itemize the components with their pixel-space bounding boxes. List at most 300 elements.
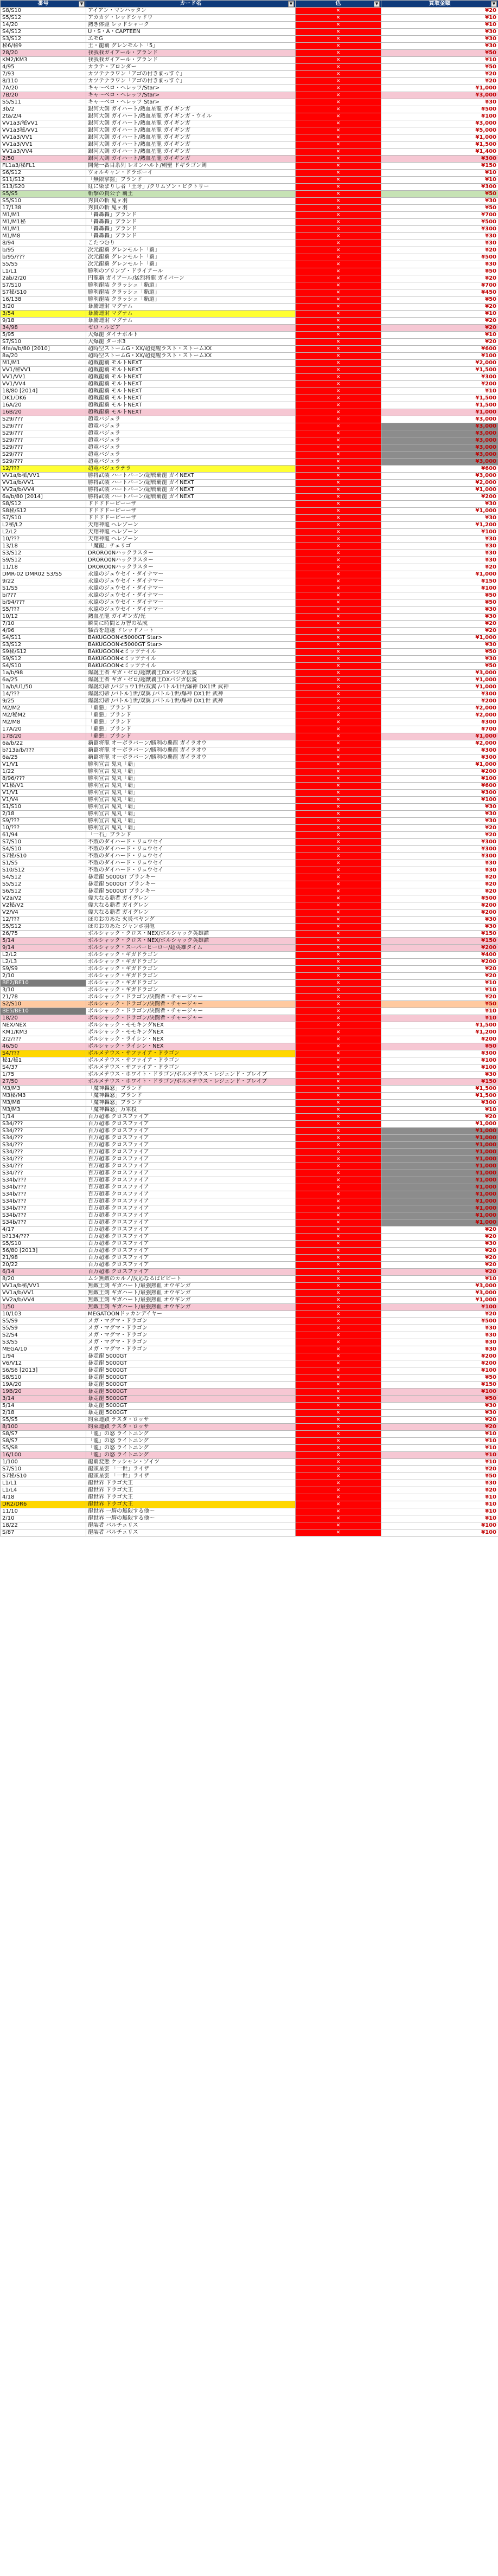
card-number-cell[interactable]: V1/V1 <box>1 761 86 769</box>
color-cell[interactable]: ✕ <box>296 564 381 571</box>
price-cell[interactable]: ¥300 <box>381 790 498 797</box>
card-name-cell[interactable]: 紅に染まりし者「王牙」/クリムゾン・ビクトリー <box>86 184 296 191</box>
color-cell[interactable]: ✕ <box>296 402 381 409</box>
price-cell[interactable]: ¥2,000 <box>381 360 498 367</box>
card-number-cell[interactable]: VV1a/b秘/VV1 <box>1 473 86 480</box>
color-cell[interactable]: ✕ <box>296 1325 381 1332</box>
color-cell[interactable]: ✕ <box>296 1438 381 1445</box>
price-cell[interactable]: ¥30 <box>381 804 498 811</box>
card-name-cell[interactable]: ドドドドーピーーザ <box>86 515 296 522</box>
price-cell[interactable]: ¥10 <box>381 1445 498 1452</box>
card-number-cell[interactable]: M1/M1 <box>1 360 86 367</box>
price-cell[interactable]: ¥1,000 <box>381 684 498 691</box>
card-name-cell[interactable]: 「覇悪」ブランド <box>86 705 296 712</box>
card-name-cell[interactable]: 爆誕幻帝 /バトル1世/双翼 /バトル1世/爆神 DX1世 武神 <box>86 698 296 705</box>
card-number-cell[interactable]: S1/S10 <box>1 804 86 811</box>
price-cell[interactable]: ¥3,000 <box>381 437 498 444</box>
price-cell[interactable]: ¥150 <box>381 578 498 585</box>
card-number-cell[interactable]: VV2a/b/VV4 <box>1 1297 86 1304</box>
card-name-cell[interactable]: 斬撃の貴公子 覇王 <box>86 191 296 198</box>
color-cell[interactable]: ✕ <box>296 811 381 818</box>
color-cell[interactable]: ✕ <box>296 1198 381 1205</box>
card-number-cell[interactable]: BE5/BE10 <box>1 1008 86 1015</box>
card-number-cell[interactable]: VV1a3/VV1 <box>1 141 86 149</box>
card-name-cell[interactable]: ボルメテウス・サファイア・ドラゴン <box>86 1057 296 1064</box>
card-name-cell[interactable]: 超竜バジュラ <box>86 423 296 430</box>
card-number-cell[interactable]: 8/110 <box>1 78 86 85</box>
card-name-cell[interactable]: 次元龍覇 グレンモルト「覇」 <box>86 261 296 268</box>
card-name-cell[interactable]: ボルメテウス・サファイア・ドラゴン <box>86 1050 296 1057</box>
color-cell[interactable]: ✕ <box>296 22 381 29</box>
card-number-cell[interactable]: S34b/??? <box>1 1205 86 1212</box>
color-cell[interactable]: ✕ <box>296 1107 381 1114</box>
card-number-cell[interactable]: M2/秘M2 <box>1 712 86 719</box>
price-cell[interactable]: ¥10 <box>381 1501 498 1508</box>
price-cell[interactable]: ¥150 <box>381 931 498 938</box>
card-name-cell[interactable]: 暴走龍 5000GT <box>86 1396 296 1403</box>
card-name-cell[interactable]: ボルシャック・ドラゴン/決闘者・チャージャー <box>86 1015 296 1022</box>
card-number-cell[interactable]: 28/20 <box>1 50 86 57</box>
card-number-cell[interactable]: 19A/20 <box>1 1381 86 1389</box>
price-cell[interactable]: ¥1,000 <box>381 1191 498 1198</box>
card-name-cell[interactable]: 暴走龍 5000GT ブランキー <box>86 881 296 888</box>
card-name-cell[interactable]: 勝利龍装 クラッシュ「覇道」 <box>86 289 296 296</box>
card-name-cell[interactable]: 百万超邪 クロスファイア <box>86 1184 296 1191</box>
card-number-cell[interactable]: V1/V4 <box>1 797 86 804</box>
color-cell[interactable]: ✕ <box>296 50 381 57</box>
card-number-cell[interactable]: 56/80 [2013] <box>1 1248 86 1255</box>
price-cell[interactable]: ¥30 <box>381 29 498 36</box>
card-name-cell[interactable]: 勝利宣言 鬼丸「覇」 <box>86 825 296 832</box>
color-cell[interactable]: ✕ <box>296 747 381 754</box>
color-cell[interactable]: ✕ <box>296 578 381 585</box>
card-number-cell[interactable]: 5/14 <box>1 938 86 945</box>
color-cell[interactable]: ✕ <box>296 1142 381 1149</box>
card-number-cell[interactable]: S6/S12 <box>1 170 86 177</box>
card-name-cell[interactable]: 爆誕王者 ギガ・ゼロ/超獣覇王DXバジガ伝説 <box>86 677 296 684</box>
color-cell[interactable]: ✕ <box>296 1086 381 1093</box>
price-cell[interactable]: ¥10 <box>381 388 498 395</box>
color-cell[interactable]: ✕ <box>296 78 381 85</box>
card-name-cell[interactable]: メガ・マグマ・ドラゴン <box>86 1339 296 1346</box>
price-cell[interactable]: ¥3,000 <box>381 430 498 437</box>
color-cell[interactable]: ✕ <box>296 120 381 127</box>
color-cell[interactable]: ✕ <box>296 1396 381 1403</box>
card-number-cell[interactable]: S4/S12 <box>1 874 86 881</box>
card-name-cell[interactable]: 勝利宣言 鬼丸「覇」 <box>86 811 296 818</box>
card-name-cell[interactable]: 超竜バジュラ <box>86 430 296 437</box>
price-cell[interactable]: ¥1,000 <box>381 761 498 769</box>
color-cell[interactable]: ✕ <box>296 924 381 931</box>
price-cell[interactable]: ¥20 <box>381 1255 498 1262</box>
color-cell[interactable]: ✕ <box>296 106 381 113</box>
price-cell[interactable]: ¥30 <box>381 198 498 205</box>
price-cell[interactable]: ¥1,000 <box>381 1142 498 1149</box>
price-cell[interactable]: ¥1,000 <box>381 1121 498 1128</box>
card-name-cell[interactable]: ボルシャック・ドラゴン/決闘者・チャージャー <box>86 1008 296 1015</box>
card-name-cell[interactable]: 覇闘将龍 オーボラバーン/勝利の覇龍 ガイラオウ <box>86 754 296 761</box>
price-cell[interactable]: ¥1,000 <box>381 1198 498 1205</box>
color-cell[interactable]: ✕ <box>296 57 381 64</box>
price-cell[interactable]: ¥50 <box>381 205 498 212</box>
card-name-cell[interactable]: 覇闘将龍 オーボラバーン/勝利の覇龍 ガイラオウ <box>86 747 296 754</box>
card-number-cell[interactable]: VV1/VV4 <box>1 381 86 388</box>
price-cell[interactable]: ¥10 <box>381 1515 498 1522</box>
card-name-cell[interactable]: 「龍」の怒 ライトニング <box>86 1431 296 1438</box>
card-number-cell[interactable]: S29/??? <box>1 459 86 466</box>
card-number-cell[interactable]: V2a/V2 <box>1 895 86 902</box>
color-cell[interactable]: ✕ <box>296 430 381 437</box>
color-cell[interactable]: ✕ <box>296 85 381 92</box>
card-number-cell[interactable]: 16B/20 <box>1 409 86 416</box>
price-cell[interactable]: ¥200 <box>381 698 498 705</box>
color-cell[interactable]: ✕ <box>296 994 381 1001</box>
price-cell[interactable]: ¥30 <box>381 642 498 649</box>
card-name-cell[interactable]: 「魔龍」チェリゴ <box>86 543 296 550</box>
card-number-cell[interactable]: S9/S12 <box>1 656 86 663</box>
color-cell[interactable]: ✕ <box>296 1417 381 1424</box>
card-name-cell[interactable]: ボルシャック・ギガドラゴン <box>86 952 296 959</box>
color-cell[interactable]: ✕ <box>296 1036 381 1043</box>
card-number-cell[interactable]: 10/??? <box>1 536 86 543</box>
color-cell[interactable]: ✕ <box>296 1205 381 1212</box>
price-cell[interactable]: ¥30 <box>381 99 498 106</box>
card-name-cell[interactable]: 王・龍覇 グレンモルト「5」 <box>86 43 296 50</box>
card-name-cell[interactable]: 銀河大剣 ガイハート/熱血星龍 ガイギンガ <box>86 149 296 156</box>
card-name-cell[interactable]: ボルメテウス・サファイア・ドラゴン <box>86 1064 296 1071</box>
card-name-cell[interactable]: 無敵王剣 ギガハート/最強熱血 オウギンガ <box>86 1290 296 1297</box>
card-name-cell[interactable]: 超戦龍覇 モルトNEXT <box>86 360 296 367</box>
color-cell[interactable]: ✕ <box>296 783 381 790</box>
card-name-cell[interactable]: 「轟轟轟」ブランド <box>86 219 296 226</box>
color-cell[interactable]: ✕ <box>296 945 381 952</box>
card-name-cell[interactable]: 「魔神轟怒」ブランド <box>86 1093 296 1100</box>
card-number-cell[interactable]: S34b/??? <box>1 1219 86 1226</box>
card-number-cell[interactable]: 18/80 [2014] <box>1 388 86 395</box>
card-name-cell[interactable]: BAKUGOON≮ミッツナイル <box>86 663 296 670</box>
card-name-cell[interactable]: 超戦龍覇 モルトNEXT <box>86 381 296 388</box>
card-name-cell[interactable]: 暴走龍 5000GT <box>86 1410 296 1417</box>
price-cell[interactable]: ¥100 <box>381 1389 498 1396</box>
color-cell[interactable]: ✕ <box>296 1480 381 1487</box>
card-name-cell[interactable]: 百万超邪 クロスファイア <box>86 1135 296 1142</box>
card-number-cell[interactable]: 17B/20 <box>1 733 86 740</box>
card-name-cell[interactable]: 超戦龍覇 モルトNEXT <box>86 395 296 402</box>
price-cell[interactable]: ¥1,000 <box>381 508 498 515</box>
card-number-cell[interactable]: 20/22 <box>1 1262 86 1269</box>
price-cell[interactable]: ¥30 <box>381 240 498 247</box>
color-cell[interactable]: ✕ <box>296 825 381 832</box>
card-name-cell[interactable]: 覇闘将龍 オーボラバーン/勝利の覇龍 ガイラオウ <box>86 740 296 747</box>
color-cell[interactable]: ✕ <box>296 64 381 71</box>
color-cell[interactable]: ✕ <box>296 804 381 811</box>
card-number-cell[interactable]: 3/10 <box>1 987 86 994</box>
color-cell[interactable]: ✕ <box>296 353 381 360</box>
card-number-cell[interactable]: 4/95 <box>1 64 86 71</box>
color-cell[interactable]: ✕ <box>296 684 381 691</box>
color-cell[interactable]: ✕ <box>296 902 381 909</box>
color-cell[interactable]: ✕ <box>296 177 381 184</box>
card-number-cell[interactable]: S1/S5 <box>1 585 86 592</box>
card-name-cell[interactable]: 「龍」の怒 ライトニング <box>86 1438 296 1445</box>
card-name-cell[interactable]: 偉大なる覇者 ガイグレン <box>86 902 296 909</box>
card-number-cell[interactable]: S7/S10 <box>1 1466 86 1473</box>
price-cell[interactable]: ¥30 <box>381 1339 498 1346</box>
color-cell[interactable]: ✕ <box>296 1001 381 1008</box>
card-name-cell[interactable]: 超竜バジュラ <box>86 437 296 444</box>
card-number-cell[interactable]: S4/37 <box>1 1064 86 1071</box>
color-cell[interactable]: ✕ <box>296 1149 381 1156</box>
card-number-cell[interactable]: DMR-02 DMR02 S3/S5 <box>1 571 86 578</box>
price-cell[interactable]: ¥1,000 <box>381 1297 498 1304</box>
price-cell[interactable]: ¥10 <box>381 177 498 184</box>
color-cell[interactable]: ✕ <box>296 219 381 226</box>
color-cell[interactable]: ✕ <box>296 599 381 606</box>
card-name-cell[interactable]: 龍覇変態 ケッシャン・ゾイツ <box>86 1459 296 1466</box>
card-number-cell[interactable]: S34b/??? <box>1 1191 86 1198</box>
card-name-cell[interactable]: 超竜バジュラテラ <box>86 466 296 473</box>
color-cell[interactable]: ✕ <box>296 1219 381 1226</box>
price-cell[interactable]: ¥200 <box>381 959 498 966</box>
color-cell[interactable]: ✕ <box>296 1093 381 1100</box>
color-cell[interactable]: ✕ <box>296 99 381 106</box>
header-color[interactable] <box>296 1 381 8</box>
price-cell[interactable]: ¥300 <box>381 747 498 754</box>
price-cell[interactable]: ¥300 <box>381 184 498 191</box>
card-number-cell[interactable]: L1/L1 <box>1 268 86 275</box>
price-cell[interactable]: ¥50 <box>381 50 498 57</box>
color-cell[interactable]: ✕ <box>296 191 381 198</box>
color-cell[interactable]: ✕ <box>296 43 381 50</box>
color-cell[interactable]: ✕ <box>296 888 381 895</box>
price-cell[interactable]: ¥300 <box>381 691 498 698</box>
card-name-cell[interactable]: 超戦龍覇 モルトNEXT <box>86 388 296 395</box>
color-cell[interactable]: ✕ <box>296 388 381 395</box>
card-number-cell[interactable]: V1秘/V1 <box>1 783 86 790</box>
color-cell[interactable]: ✕ <box>296 515 381 522</box>
card-name-cell[interactable]: ボルシャック・クロス・NEX/ボルシャック英雄譚 <box>86 938 296 945</box>
color-cell[interactable]: ✕ <box>296 761 381 769</box>
price-cell[interactable]: ¥300 <box>381 719 498 726</box>
price-cell[interactable]: ¥100 <box>381 1367 498 1374</box>
card-name-cell[interactable]: 龍世界 ドラゴ大王 <box>86 1494 296 1501</box>
card-name-cell[interactable]: 百万超邪 クロスファイア <box>86 1262 296 1269</box>
price-cell[interactable]: ¥20 <box>381 1269 498 1276</box>
color-cell[interactable]: ✕ <box>296 846 381 853</box>
card-name-cell[interactable]: DRORO0Nハックラスター <box>86 564 296 571</box>
color-cell[interactable]: ✕ <box>296 1156 381 1163</box>
color-cell[interactable]: ✕ <box>296 1431 381 1438</box>
card-number-cell[interactable]: S4/S11 <box>1 635 86 642</box>
card-name-cell[interactable]: 騒音を超越 ドレッドノート <box>86 628 296 635</box>
color-cell[interactable]: ✕ <box>296 261 381 268</box>
card-number-cell[interactable]: M3/M3 <box>1 1086 86 1093</box>
price-cell[interactable]: ¥20 <box>381 973 498 980</box>
card-number-cell[interactable]: S4/??? <box>1 1050 86 1057</box>
card-name-cell[interactable]: 永遠のジュウセイ・ダイナマー <box>86 571 296 578</box>
card-name-cell[interactable]: ほのおのあた 火炎ペヤング <box>86 916 296 924</box>
card-number-cell[interactable]: S34b/??? <box>1 1212 86 1219</box>
card-number-cell[interactable]: S6/S12 <box>1 888 86 895</box>
card-number-cell[interactable]: VV1/VV1 <box>1 374 86 381</box>
card-name-cell[interactable]: ボルシャック・ドラゴン/決闘者・チャージャー <box>86 994 296 1001</box>
price-cell[interactable]: ¥600 <box>381 783 498 790</box>
card-number-cell[interactable]: BE2/BE10 <box>1 980 86 987</box>
color-cell[interactable]: ✕ <box>296 1318 381 1325</box>
color-cell[interactable]: ✕ <box>296 959 381 966</box>
color-cell[interactable]: ✕ <box>296 1473 381 1480</box>
price-cell[interactable]: ¥20 <box>381 247 498 254</box>
card-name-cell[interactable]: 「魔神轟怒」ブランド <box>86 1086 296 1093</box>
price-cell[interactable]: ¥10 <box>381 987 498 994</box>
price-cell[interactable]: ¥20 <box>381 275 498 282</box>
price-cell[interactable]: ¥50 <box>381 1043 498 1050</box>
card-number-cell[interactable]: 16A/20 <box>1 402 86 409</box>
color-cell[interactable]: ✕ <box>296 1381 381 1389</box>
card-number-cell[interactable]: 2/2/??? <box>1 1036 86 1043</box>
card-number-cell[interactable]: 21/98 <box>1 1255 86 1262</box>
card-number-cell[interactable]: S5/S9 <box>1 1318 86 1325</box>
price-cell[interactable]: ¥10 <box>381 15 498 22</box>
price-cell[interactable]: ¥3,000 <box>381 444 498 451</box>
price-cell[interactable]: ¥500 <box>381 254 498 261</box>
color-cell[interactable]: ✕ <box>296 909 381 916</box>
card-number-cell[interactable]: S34/??? <box>1 1156 86 1163</box>
card-name-cell[interactable]: こたつむり <box>86 240 296 247</box>
color-cell[interactable]: ✕ <box>296 1057 381 1064</box>
card-number-cell[interactable]: VV1a/b/VV1 <box>1 480 86 487</box>
price-cell[interactable]: ¥30 <box>381 1480 498 1487</box>
card-name-cell[interactable]: 暴走龍 5000GT <box>86 1353 296 1360</box>
color-cell[interactable]: ✕ <box>296 459 381 466</box>
card-number-cell[interactable]: S8/S7 <box>1 1431 86 1438</box>
card-number-cell[interactable]: 21/78 <box>1 994 86 1001</box>
card-name-cell[interactable]: 暴走龍 5000GT <box>86 1374 296 1381</box>
card-name-cell[interactable]: アカカゲ・レッドシャドウ <box>86 15 296 22</box>
color-cell[interactable]: ✕ <box>296 367 381 374</box>
card-name-cell[interactable]: 百万超邪 クロスファイア <box>86 1255 296 1262</box>
price-cell[interactable]: ¥300 <box>381 754 498 761</box>
price-cell[interactable]: ¥30 <box>381 924 498 931</box>
card-name-cell[interactable]: 龍装者 バルチュリス <box>86 1522 296 1529</box>
card-number-cell[interactable]: S5/S12 <box>1 15 86 22</box>
card-name-cell[interactable]: 約束連鎖 テスタ・ロッサ <box>86 1424 296 1431</box>
price-cell[interactable]: ¥1,000 <box>381 733 498 740</box>
color-cell[interactable]: ✕ <box>296 444 381 451</box>
color-cell[interactable]: ✕ <box>296 705 381 712</box>
card-name-cell[interactable]: 超戦龍覇 モルトNEXT <box>86 409 296 416</box>
card-number-cell[interactable]: S29/??? <box>1 423 86 430</box>
color-cell[interactable]: ✕ <box>296 860 381 867</box>
card-number-cell[interactable]: b?13a/b/??? <box>1 747 86 754</box>
card-number-cell[interactable]: S7/S10 <box>1 515 86 522</box>
price-cell[interactable]: ¥30 <box>381 818 498 825</box>
color-cell[interactable]: ✕ <box>296 289 381 296</box>
card-number-cell[interactable]: 16/100 <box>1 1452 86 1459</box>
card-name-cell[interactable]: 銀河大剣 ガイハート/熱血星龍 ガイギンガ <box>86 106 296 113</box>
card-number-cell[interactable]: S7/S10 <box>1 282 86 289</box>
price-cell[interactable]: ¥150 <box>381 1381 498 1389</box>
card-name-cell[interactable]: ヴォルキャン・ドラボーイ <box>86 170 296 177</box>
color-cell[interactable]: ✕ <box>296 311 381 318</box>
filter-dropdown-icon[interactable]: ▼ <box>491 1 497 7</box>
color-cell[interactable]: ✕ <box>296 1170 381 1177</box>
price-cell[interactable]: ¥20 <box>381 825 498 832</box>
card-number-cell[interactable]: 2ab/2/20 <box>1 275 86 282</box>
card-number-cell[interactable]: 11/18 <box>1 564 86 571</box>
card-number-cell[interactable]: b/95/??? <box>1 254 86 261</box>
card-number-cell[interactable]: S5/S11 <box>1 99 86 106</box>
price-cell[interactable]: ¥10 <box>381 1438 498 1445</box>
card-name-cell[interactable]: 暴走龍 5000GT ブランキー <box>86 874 296 881</box>
card-number-cell[interactable]: 14/??? <box>1 691 86 698</box>
color-cell[interactable]: ✕ <box>296 628 381 635</box>
card-name-cell[interactable]: 勝将武装 ハートバーン/超戦覇龍 ガイNEXT <box>86 473 296 480</box>
card-name-cell[interactable]: 百万超邪 クロスファイア <box>86 1248 296 1255</box>
card-name-cell[interactable]: 暴走龍 5000GT <box>86 1360 296 1367</box>
card-number-cell[interactable]: 4/17 <box>1 1226 86 1234</box>
card-number-cell[interactable]: L2/L3 <box>1 959 86 966</box>
price-cell[interactable]: ¥700 <box>381 212 498 219</box>
card-name-cell[interactable]: 百万超邪 クロスファイア <box>86 1219 296 1226</box>
color-cell[interactable]: ✕ <box>296 1064 381 1071</box>
price-cell[interactable]: ¥3,000 <box>381 92 498 99</box>
color-cell[interactable]: ✕ <box>296 1121 381 1128</box>
color-cell[interactable]: ✕ <box>296 437 381 444</box>
color-cell[interactable]: ✕ <box>296 473 381 480</box>
card-number-cell[interactable]: L2秘/L2 <box>1 522 86 529</box>
color-cell[interactable]: ✕ <box>296 740 381 747</box>
price-cell[interactable]: ¥30 <box>381 261 498 268</box>
card-number-cell[interactable]: 6a/25 <box>1 677 86 684</box>
price-cell[interactable]: ¥10 <box>381 1459 498 1466</box>
card-number-cell[interactable]: 8/100 <box>1 1424 86 1431</box>
price-cell[interactable]: ¥10 <box>381 1276 498 1283</box>
price-cell[interactable]: ¥30 <box>381 916 498 924</box>
card-number-cell[interactable]: 8a/20 <box>1 353 86 360</box>
card-number-cell[interactable]: 7/93 <box>1 71 86 78</box>
card-number-cell[interactable]: S34b/??? <box>1 1184 86 1191</box>
price-cell[interactable]: ¥50 <box>381 663 498 670</box>
price-cell[interactable]: ¥200 <box>381 909 498 916</box>
card-name-cell[interactable]: 勝利宣言 鬼丸「覇」 <box>86 804 296 811</box>
card-name-cell[interactable]: 不敗のダイハード・リュウセイ <box>86 846 296 853</box>
price-cell[interactable]: ¥20 <box>381 621 498 628</box>
card-number-cell[interactable]: S9/S9 <box>1 966 86 973</box>
card-number-cell[interactable]: S34/??? <box>1 1170 86 1177</box>
card-name-cell[interactable]: 百万超邪 クロスファイア <box>86 1142 296 1149</box>
card-number-cell[interactable]: S3/S12 <box>1 36 86 43</box>
card-name-cell[interactable]: 超竜バジュラ <box>86 459 296 466</box>
color-cell[interactable]: ✕ <box>296 1332 381 1339</box>
price-cell[interactable]: ¥30 <box>381 867 498 874</box>
price-cell[interactable]: ¥3,000 <box>381 459 498 466</box>
card-number-cell[interactable]: 9/18 <box>1 318 86 325</box>
card-number-cell[interactable]: 1/75 <box>1 1071 86 1079</box>
price-cell[interactable]: ¥3,000 <box>381 451 498 459</box>
card-name-cell[interactable]: 百万超邪 クロスファイア <box>86 1212 296 1219</box>
color-cell[interactable]: ✕ <box>296 1304 381 1311</box>
card-name-cell[interactable]: 円龍覇 ガイアール/猛烈将龍 ガイバーン <box>86 275 296 282</box>
color-cell[interactable]: ✕ <box>296 719 381 726</box>
color-cell[interactable]: ✕ <box>296 1290 381 1297</box>
card-number-cell[interactable]: 1/94 <box>1 1353 86 1360</box>
color-cell[interactable]: ✕ <box>296 1114 381 1121</box>
color-cell[interactable]: ✕ <box>296 1276 381 1283</box>
card-name-cell[interactable]: 勝利のプリンプ・ドライアール <box>86 268 296 275</box>
color-cell[interactable]: ✕ <box>296 1128 381 1135</box>
price-cell[interactable]: ¥300 <box>381 839 498 846</box>
